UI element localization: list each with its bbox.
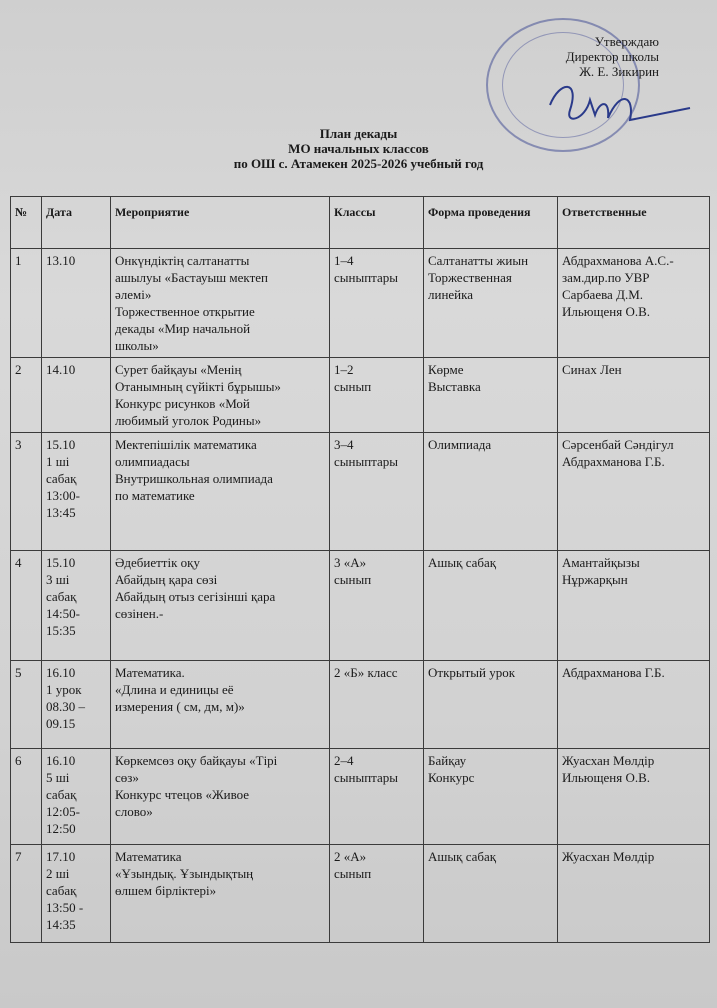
cell-line: 3 (15, 437, 22, 452)
cell-num (11, 551, 42, 661)
cell-line: 1–2 (334, 362, 354, 377)
cell-num (11, 249, 42, 358)
cell-line: Синах Лен (562, 362, 622, 377)
cell-line: сабақ (46, 589, 77, 604)
cell-date (42, 249, 111, 358)
cell-classes (330, 249, 424, 358)
cell-responsible (558, 661, 710, 749)
cell-responsible (558, 551, 710, 661)
cell-responsible (558, 749, 710, 845)
cell-line: слово» (115, 804, 153, 819)
cell-num (11, 749, 42, 845)
cell-line: Торжественная (428, 270, 512, 285)
cell-line: 15.10 (46, 555, 76, 570)
cell-line: Торжественное открытие (115, 304, 255, 319)
cell-line: 5 ші (46, 770, 70, 785)
cell-line: Абайдың қара сөзі (115, 572, 218, 587)
cell-line: 1 ші (46, 454, 70, 469)
cell-form (424, 661, 558, 749)
cell-line: «Ұзындық. Ұзындықтың (115, 866, 254, 881)
cell-form (424, 749, 558, 845)
table-header (11, 197, 710, 249)
cell-line: Әдебиеттік оқу (115, 555, 200, 570)
cell-line: 7 (15, 849, 22, 864)
cell-line: 2 «Б» класс (334, 665, 398, 680)
table-row (11, 249, 710, 358)
cell-line: Байқау (428, 753, 467, 768)
cell-classes (330, 433, 424, 551)
cell-line: Онкүндіктің салтанатты (115, 253, 250, 268)
cell-classes (330, 661, 424, 749)
cell-line: сыныптары (334, 770, 398, 785)
cell-line: сабақ (46, 787, 77, 802)
cell-line: Математика (115, 849, 182, 864)
cell-line: 16.10 (46, 753, 76, 768)
cell-line: декады «Мир начальной (115, 321, 251, 336)
col-responsible: Ответственные (558, 197, 710, 249)
cell-line: 17.10 (46, 849, 76, 864)
cell-line: Нұржарқын (562, 572, 628, 587)
cell-num (11, 358, 42, 433)
cell-date (42, 433, 111, 551)
cell-line: Абдрахманова А.С.- (562, 253, 674, 268)
cell-date (42, 358, 111, 433)
cell-line: сынып (334, 379, 372, 394)
cell-line: сабақ (46, 883, 77, 898)
cell-responsible (558, 358, 710, 433)
cell-form (424, 551, 558, 661)
cell-date (42, 661, 111, 749)
cell-line: Конкурс чтецов «Живое (115, 787, 250, 802)
cell-event (111, 661, 330, 749)
table-row (11, 358, 710, 433)
cell-line: өлшем бірліктері» (115, 883, 217, 898)
cell-line: Олимпиада (428, 437, 492, 452)
cell-num (11, 845, 42, 943)
cell-line: 08.30 – (46, 699, 85, 714)
table-row (11, 661, 710, 749)
doc-subtitle: МО начальных классов (288, 141, 429, 156)
cell-line: Выставка (428, 379, 481, 394)
cell-line: Абдрахманова Г.Б. (562, 454, 665, 469)
cell-line: Ильющеня О.В. (562, 304, 651, 319)
cell-line: 3 «А» (334, 555, 367, 570)
cell-responsible (558, 845, 710, 943)
cell-line: сынып (334, 572, 372, 587)
cell-line: любимый уголок Родины» (115, 413, 262, 428)
cell-line: 5 (15, 665, 22, 680)
cell-line: Конкурс рисунков «Мой (115, 396, 250, 411)
cell-line: 09.15 (46, 716, 76, 731)
cell-line: 6 (15, 753, 22, 768)
cell-form (424, 358, 558, 433)
approval-line1: Утверждаю (594, 34, 659, 49)
cell-line: Көркемсөз оқу байқауы «Тірі (115, 753, 278, 768)
cell-line: Жуасхан Мөлдір (562, 849, 655, 864)
col-num: № (11, 197, 42, 249)
cell-line: 2 ші (46, 866, 70, 881)
cell-line: Сарбаева Д.М. (562, 287, 644, 302)
col-date: Дата (42, 197, 111, 249)
cell-event (111, 551, 330, 661)
cell-line: Внутришкольная олимпиада (115, 471, 273, 486)
table-row (11, 433, 710, 551)
cell-line: 3 ші (46, 572, 70, 587)
cell-line: сабақ (46, 471, 77, 486)
cell-line: Конкурс (428, 770, 475, 785)
approval-line2: Директор школы (565, 49, 659, 64)
cell-classes (330, 845, 424, 943)
cell-line: Ашық сабақ (428, 849, 497, 864)
cell-line: 12:50 (46, 821, 76, 836)
cell-line: сөз» (115, 770, 139, 785)
cell-line: 1–4 (334, 253, 354, 268)
cell-line: Көрме (428, 362, 464, 377)
cell-line: 2 (15, 362, 22, 377)
cell-line: Салтанатты жиын (428, 253, 529, 268)
cell-line: сыныптары (334, 454, 398, 469)
cell-line: сыныптары (334, 270, 398, 285)
cell-line: 14.10 (46, 362, 76, 377)
cell-event (111, 749, 330, 845)
cell-line: сөзінен.- (115, 606, 164, 621)
cell-date (42, 845, 111, 943)
cell-line: 1 (15, 253, 22, 268)
cell-form (424, 249, 558, 358)
cell-line: 2–4 (334, 753, 354, 768)
cell-line: әлемі» (115, 287, 152, 302)
cell-line: 14:50- (46, 606, 80, 621)
table-row (11, 845, 710, 943)
cell-line: 15.10 (46, 437, 76, 452)
cell-line: Мектепішілік математика (115, 437, 257, 452)
table-row (11, 551, 710, 661)
cell-line: Открытый урок (428, 665, 516, 680)
cell-event (111, 433, 330, 551)
cell-line: Жуасхан Мөлдір (562, 753, 655, 768)
cell-num (11, 433, 42, 551)
cell-line: 13:50 - (46, 900, 84, 915)
cell-event (111, 358, 330, 433)
cell-line: Отанымның сүйікті бұрышы» (115, 379, 281, 394)
cell-line: зам.дир.по УВР (562, 270, 650, 285)
col-event: Мероприятие (111, 197, 330, 249)
cell-line: 16.10 (46, 665, 76, 680)
cell-classes (330, 749, 424, 845)
cell-date (42, 749, 111, 845)
cell-line: олимпиадасы (115, 454, 190, 469)
table-row (11, 749, 710, 845)
cell-num (11, 661, 42, 749)
cell-line: 4 (15, 555, 22, 570)
cell-line: 2 «А» (334, 849, 367, 864)
col-classes: Классы (330, 197, 424, 249)
cell-line: Абдрахманова Г.Б. (562, 665, 665, 680)
doc-title: План декады (319, 126, 398, 141)
cell-line: Сәрсенбай Сәндігул (562, 437, 674, 452)
cell-line: 3–4 (334, 437, 354, 452)
doc-subtitle-2: по ОШ с. Атамекен 2025-2026 учебный год (233, 156, 484, 171)
cell-line: Сурет байқауы «Менің (115, 362, 242, 377)
cell-responsible (558, 249, 710, 358)
plan-table (10, 196, 710, 943)
cell-event (111, 845, 330, 943)
cell-line: школы» (115, 338, 159, 353)
cell-line: 14:35 (46, 917, 76, 932)
cell-line: сынып (334, 866, 372, 881)
cell-line: Амантайқызы (562, 555, 640, 570)
cell-line: 12:05- (46, 804, 80, 819)
cell-line: ашылуы «Бастауыш мектеп (115, 270, 268, 285)
cell-responsible (558, 433, 710, 551)
cell-line: измерения ( см, дм, м)» (115, 699, 245, 714)
cell-classes (330, 358, 424, 433)
cell-line: 1 урок (46, 682, 82, 697)
cell-line: Математика. (115, 665, 185, 680)
cell-line: 15:35 (46, 623, 76, 638)
cell-form (424, 845, 558, 943)
cell-line: 13.10 (46, 253, 76, 268)
cell-event (111, 249, 330, 358)
cell-line: линейка (428, 287, 474, 302)
cell-line: по математике (115, 488, 195, 503)
cell-classes (330, 551, 424, 661)
cell-line: Ильющеня О.В. (562, 770, 651, 785)
approval-line3: Ж. Е. Зикирин (579, 64, 659, 79)
cell-date (42, 551, 111, 661)
cell-line: «Длина и единицы её (115, 682, 234, 697)
cell-line: 13:00- (46, 488, 80, 503)
cell-form (424, 433, 558, 551)
cell-line: Ашық сабақ (428, 555, 497, 570)
col-form: Форма проведения (424, 197, 558, 249)
cell-line: Абайдың отыз сегізінші қара (115, 589, 276, 604)
cell-line: 13:45 (46, 505, 76, 520)
